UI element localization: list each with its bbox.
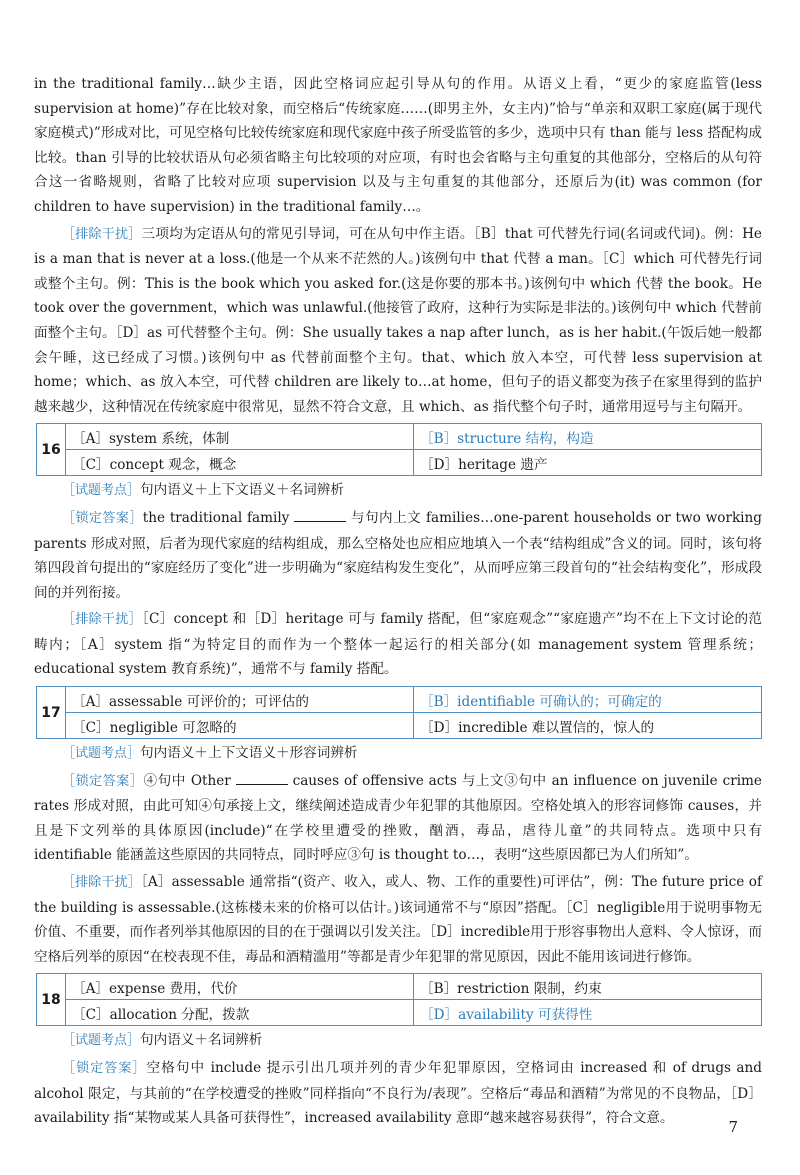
option-c: ［C］allocation 分配，拨款 bbox=[66, 1000, 414, 1026]
answer-18: ［锁定答案］空格句中 include 提示引出几项并列的青少年犯罪原因，空格词由 increased 和 of drugs and alcohol 限定，与其前的“在学校遭受的挫败”同样指向“不良行为/表现”。空格后“毒品和酒精”为常见的不良物品，［D］availability 指“某物或某人具备可获得性”，increased availability 意即“越来越容易获得”，符合文意。 bbox=[34, 1060, 762, 1127]
answer-17: ［锁定答案］④句中 Other causes of offensive acts 与上文③句中 an influence on juvenile crime rates 形成对照，由此可知④句承接上文，继续阐述造成青少年犯罪的其他原因。空格处填入的形容词修饰 causes，并且是下文列举的具体原因(include)“在学校里遭受的挫败，酗酒，毒品，虐待儿童”的共同特点。选项中只有 identifiable 能涵盖这些原因的共同特点，同时呼应③句 is thought to…，表明“这些原因都已为人们所知”。 bbox=[34, 772, 762, 864]
exclude-16: ［排除干扰］［C］concept 和［D］heritage 可与 family 搭配，但“家庭观念”“家庭遗产”均不在上下文讨论的范畴内；［A］system 指“为特定目的而作为一个整体一起运行的相关部分(如 management system 管理系统；educational system 教育系统)”，通常不与 family 搭配。 bbox=[34, 611, 762, 678]
point-18: ［试题考点］句内语义＋名词辨析 bbox=[62, 1032, 263, 1049]
answer-16: ［锁定答案］the traditional family 与句内上文 families…one-parent households or two working parents 形成对照，后者为现代家庭的结构组成，那么空格处也应相应地填入一个表“结构组成”含义的词。同时，该句将第四段首句提出的“家庭经历了变化”进一步明确为“家庭结构发生变化”，从而呼应第三段首句的“社会结构变化”，形成段间的并列衔接。 bbox=[34, 509, 762, 601]
question-number: 16 bbox=[37, 424, 66, 476]
options-table-17 bbox=[36, 686, 762, 739]
exclude-17: ［排除干扰］［A］assessable 通常指“(资产、收入，或人、物、工作的重要性)可评估”，例：The future price of the building is assessable.(这栋楼未来的价格可以估计。)该词通常不与“原因”搭配。［C］negligible用于说明事物无价值、不重要，而作者列举其他原因的目的在于强调以引发关注。［D］incredible用于形容事物出人意料、令人惊讶，而空格后列举的原因“在校表现不佳，毒品和酒精滥用”等都是青少年犯罪的常见原因，因此不能用该词进行修饰。 bbox=[34, 874, 762, 965]
option-d: ［D］heritage 遗产 bbox=[414, 450, 762, 476]
page-content bbox=[34, 72, 762, 1133]
option-d: ［D］incredible 难以置信的，惊人的 bbox=[414, 713, 762, 739]
option-d-correct: ［D］availability 可获得性 bbox=[414, 1000, 762, 1026]
exclude-label: ［排除干扰］ bbox=[62, 226, 142, 242]
page-number: 7 bbox=[728, 1118, 738, 1136]
option-b-correct: ［B］structure 结构，构造 bbox=[414, 424, 762, 450]
blank-line bbox=[294, 509, 346, 522]
option-a: ［A］expense 费用，代价 bbox=[66, 974, 414, 1000]
options-table-16 bbox=[36, 423, 762, 476]
paragraph-exclude-15: ［排除干扰］三项均为定语从句的常见引导词，可在从句中作主语。［B］that 可代替先行词(名词或代词)。例：He is a man that is never at a loss.(他是一个从来不茫然的人。)该例句中 that 代替 a man。［C］which 可代替先行词或整个主句。例：This is the book which you asked for.(这是你要的那本书。)该例句中 which 代替 the book。He took over the government，which was unlawful.(他接管了政府，这种行为实际是非法的。)该例句中 which 代替前面整个主句。［D］as 可代替整个主句。例：She usually takes a nap after lunch，as is her habit.(午饭后她一般都会午睡，这已经成了习惯。)该例句中 as 代替前面整个主句。that、which 放入本空，可代替 less supervision at home；which、as 放入本空，可代替 children are likely to…at home，但句子的语义都变为孩子在家里得到的监护越来越少，这种情况在传统家庭中很常见，显然不符合文意，且 which、as 指代整个句子时，通常用逗号与主句隔开。 bbox=[34, 225, 762, 415]
paragraph-intro: in the traditional family…缺少主语，因此空格词应起引导从句的作用。从语义上看，“更少的家庭监管(less supervision at home)”存在比较对象，而空格后“传统家庭……(即男主外，女主内)”恰与“单亲和双职工家庭(属于现代家庭模式)”形成对比，可见空格句比较传统家庭和现代家庭中孩子所受监管的多少，选项中只有 than 能与 less 搭配构成比较。than 引导的比较状语从句必须省略主句比较项的对应项，有时也会省略与主句重复的其他部分，空格后的从句符合这一省略规则，省略了比较对应项 supervision 以及与主句重复的其他部分，还原后为(it) was common (for children to have supervision) in the traditional family…。 bbox=[34, 76, 762, 215]
option-a: ［A］assessable 可评价的；可评估的 bbox=[66, 687, 414, 713]
question-number: 18 bbox=[37, 974, 66, 1026]
blank-line bbox=[236, 772, 288, 785]
option-b-correct: ［B］identifiable 可确认的；可确定的 bbox=[414, 687, 762, 713]
option-c: ［C］negligible 可忽略的 bbox=[66, 713, 414, 739]
option-c: ［C］concept 观念，概念 bbox=[66, 450, 414, 476]
question-number: 17 bbox=[37, 687, 66, 739]
option-a: ［A］system 系统，体制 bbox=[66, 424, 414, 450]
point-17: ［试题考点］句内语义＋上下文语义＋形容词辨析 bbox=[62, 745, 358, 762]
option-b: ［B］restriction 限制，约束 bbox=[414, 974, 762, 1000]
options-table-18 bbox=[36, 973, 762, 1026]
point-16: ［试题考点］句内语义＋上下文语义＋名词辨析 bbox=[62, 482, 344, 499]
